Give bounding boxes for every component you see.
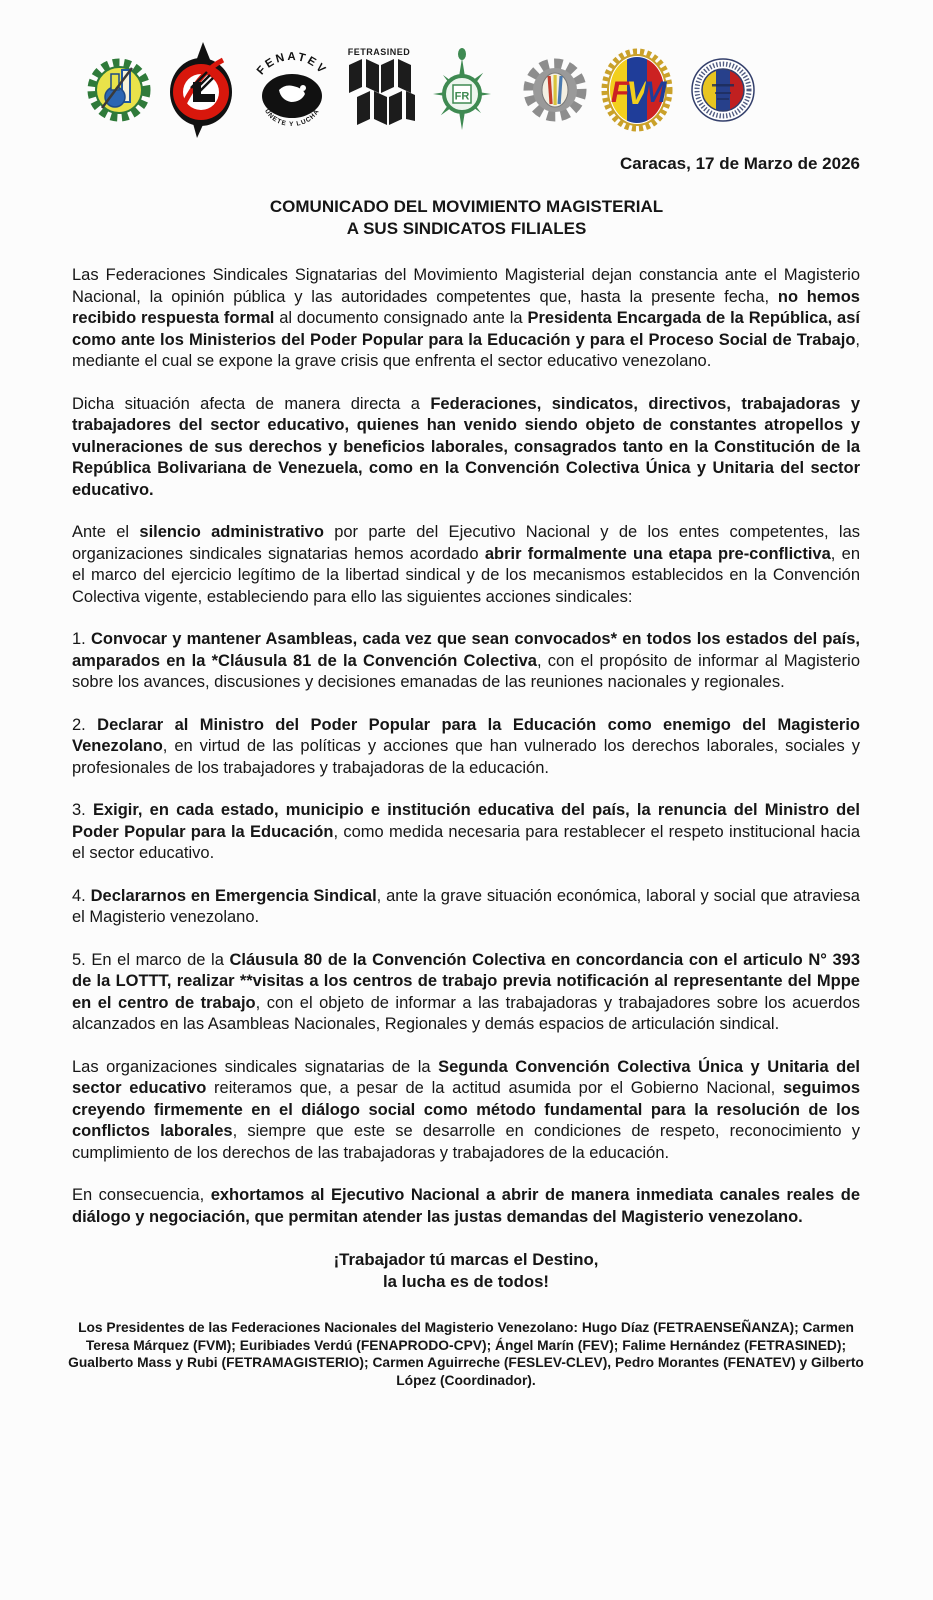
text-run: Ante el [72, 523, 140, 541]
text-run: por parte del Ejecutivo Nacional y de los entes competentes, las organizaciones sindicales signatarias hemos acordado [72, 523, 860, 563]
slogan-line2: la lucha es de todos! [383, 1272, 549, 1291]
text-run: , mediante el cual se expone la grave crisis que enfrenta el sector educativo venezolano. [72, 330, 860, 370]
text-run: 1. [72, 630, 91, 648]
text-run: 5. En el marco de la [72, 950, 230, 969]
gear-flask-emblem-logo [86, 46, 152, 134]
text-run: Declarar al Ministro del Poder Popular para la Educación como enemigo del Magisterio Venezolano [72, 715, 860, 755]
text-run: no hemos recibido respuesta formal [72, 287, 860, 327]
document-title-line1: COMUNICADO DEL MOVIMIENTO MAGISTERIAL [269, 197, 664, 216]
fenatev-globe-emblem-icon [251, 46, 333, 134]
document-title-line2: A SUS SINDICATOS FILIALES [346, 218, 587, 238]
text-run: 3. [72, 801, 93, 819]
date-line: Caracas, 17 de Marzo de 2026 [619, 154, 860, 173]
fvm-letter-m: M [641, 76, 667, 109]
paragraph [72, 522, 860, 608]
text-run: En consecuencia, [72, 1186, 211, 1204]
text-run: , en el marco del ejercicio legítimo de la libertad sindical y de los mecanismos establecidos en la Convención Colectiva vigente, estableciendo para ello las siguientes acciones sindicales: [72, 544, 860, 606]
text-run: Dicha situación afecta de manera directa a [72, 394, 431, 413]
fenatev-label: FENATEV [254, 50, 330, 78]
tricolor-seal-emblem-icon [690, 46, 756, 134]
document-paragraphs [72, 265, 860, 1228]
text-run: al documento consignado ante la [274, 309, 528, 327]
paragraph [72, 1057, 860, 1165]
text-run: Las organizaciones sindicales signatarias de la [72, 1057, 439, 1076]
federation-logos-row [0, 0, 933, 140]
green-compass-emblem-logo [433, 44, 491, 136]
text-run: Federaciones, sindicatos, directivos, trabajadoras y trabajadores del sector educativo, quienes han venido siendo objeto de constantes atropellos y vulneraciones de sus derechos y beneficios laborales, consagrados tanto en la Constitución de la República Bolivariana de Venezuela, como en la Convención Colectiva Única y Unitaria del sector educativo. [72, 394, 861, 499]
text-run: 2. [72, 715, 98, 734]
text-run: silencio administrativo [139, 523, 324, 541]
fenatev-globe-emblem-logo [251, 46, 333, 134]
signatories: Los Presidentes de las Federaciones Nacionales del Magisterio Venezolano: Hugo Díaz (FETRAENSEÑANZA); Carmen Teresa Márquez (FVM); Euribiades Verdú (FENAPRODO-CPV); Ángel Marín (FEV); Falime Hernández (FETRASINED); Gualberto Mass y Rubi (FETRAMAGISTERIO); Carmen Aguirreche (FESLEV-CLEV), Pedro Morantes (FENATEV) y Gilberto López (Coordinador). [68, 1320, 864, 1388]
slogan [72, 1249, 860, 1293]
fetrasined-label: FETRASINED [347, 47, 411, 57]
fvm-tricolor-emblem-icon [601, 46, 673, 134]
text-run: , con el propósito de informar al Magisterio sobre los avances, discusiones y decisiones emanadas de las reuniones nacionales y regionales. [72, 651, 860, 691]
green-compass-emblem-icon [433, 44, 491, 136]
fetrasined-books-emblem-icon [343, 45, 415, 135]
text-run: , como medida necesaria para restablecer el respeto institucional hacia el sector educativo. [72, 822, 860, 862]
paragraph [72, 629, 860, 694]
text-run: Exigir, en cada estado, municipio e institución educativa del país, la renuncia del Ministro del Poder Popular para la Educación [72, 801, 860, 841]
text-run: Las Federaciones Sindicales Signatarias del Movimiento Magisterial dejan constancia ante el Magisterio Nacional, la opinión pública y las autoridades competentes que, hasta la presente fecha, [72, 266, 860, 306]
text-run: seguimos creyendo firmemente en el diálogo social como método fundamental para la resolución de los conflictos laborales [72, 1079, 860, 1140]
fenatev-sublabel: ÚNETE Y LUCHA [263, 107, 321, 129]
red-ring-book-emblem-icon [167, 40, 235, 140]
paragraph [72, 1185, 860, 1228]
fvm-tricolor-emblem-logo [601, 46, 673, 134]
text-run: Convocar y mantener Asambleas, cada vez que sean convocados* en todos los estados del país, amparados en la *Cláusula 81 de la Convención Colectiva [72, 630, 860, 670]
text-run: , en virtud de las políticas y acciones que han vulnerado los derechos laborales, sociales y profesionales de los trabajadores y trabajadoras de la educación. [72, 737, 860, 777]
gray-gear-tricolor-emblem-logo [523, 46, 587, 134]
document-body [0, 239, 933, 1389]
text-run: exhortamos al Ejecutivo Nacional a abrir de manera inmediata canales reales de diálogo y negociación, que permitan atender las justas demandas del Magisterio venezolano. [72, 1186, 860, 1226]
gear-flask-emblem-icon [86, 46, 152, 134]
text-run: 4. [72, 886, 91, 905]
red-ring-book-emblem-logo [167, 40, 235, 140]
text-run: Declararnos en Emergencia Sindical [90, 886, 377, 905]
fvm-letter-v: V [626, 75, 648, 111]
paragraph [72, 950, 860, 1036]
slogan-line1: ¡Trabajador tú marcas el Destino, [333, 1250, 599, 1269]
svg-text:FENATEV [255, 51, 329, 77]
text-run: , siempre que este se desarrolle en condiciones de respeto, reconocimiento y cumplimiento de los derechos de las trabajadoras y trabajadores de la educación. [72, 1122, 860, 1162]
green-compass-label: FR [454, 90, 470, 103]
paragraph [72, 265, 860, 373]
paragraph [72, 886, 860, 929]
paragraph [72, 800, 860, 865]
paragraph [72, 394, 860, 502]
text-run: reiteramos que, a pesar de la actitud asumida por el Gobierno Nacional, [206, 1079, 783, 1097]
text-run: , ante la grave situación económica, laboral y social que atraviesa el Magisterio venezolano. [72, 886, 860, 926]
paragraph [72, 715, 860, 780]
text-run: Cláusula 80 de la Convención Colectiva en concordancia con el articulo N° 393 de la LOTTT, realizar **visitas a los centros de trabajo previa notificación al representante del Mppe en el centro de trabajo [72, 950, 860, 1012]
tricolor-seal-emblem-logo [690, 46, 756, 134]
fetrasined-books-emblem-logo [343, 45, 415, 135]
text-run: Segunda Convención Colectiva Única y Unitaria del sector educativo [72, 1057, 860, 1097]
fvm-letter-f: F [610, 76, 630, 109]
text-run: abrir formalmente una etapa pre-conflictiva [484, 544, 831, 563]
text-run: , con el objeto de informar a las trabajadoras y trabajadores sobre los acuerdos alcanzados en las Asambleas Nacionales, Regionales y demás espacios de articulación sindical. [72, 993, 861, 1033]
document-title [0, 196, 933, 239]
text-run: Presidenta Encargada de la República, así como ante los Ministerios del Poder Popular para la Educación y para el Proceso Social de Trabajo [72, 309, 860, 349]
gray-gear-tricolor-emblem-icon [523, 46, 587, 134]
